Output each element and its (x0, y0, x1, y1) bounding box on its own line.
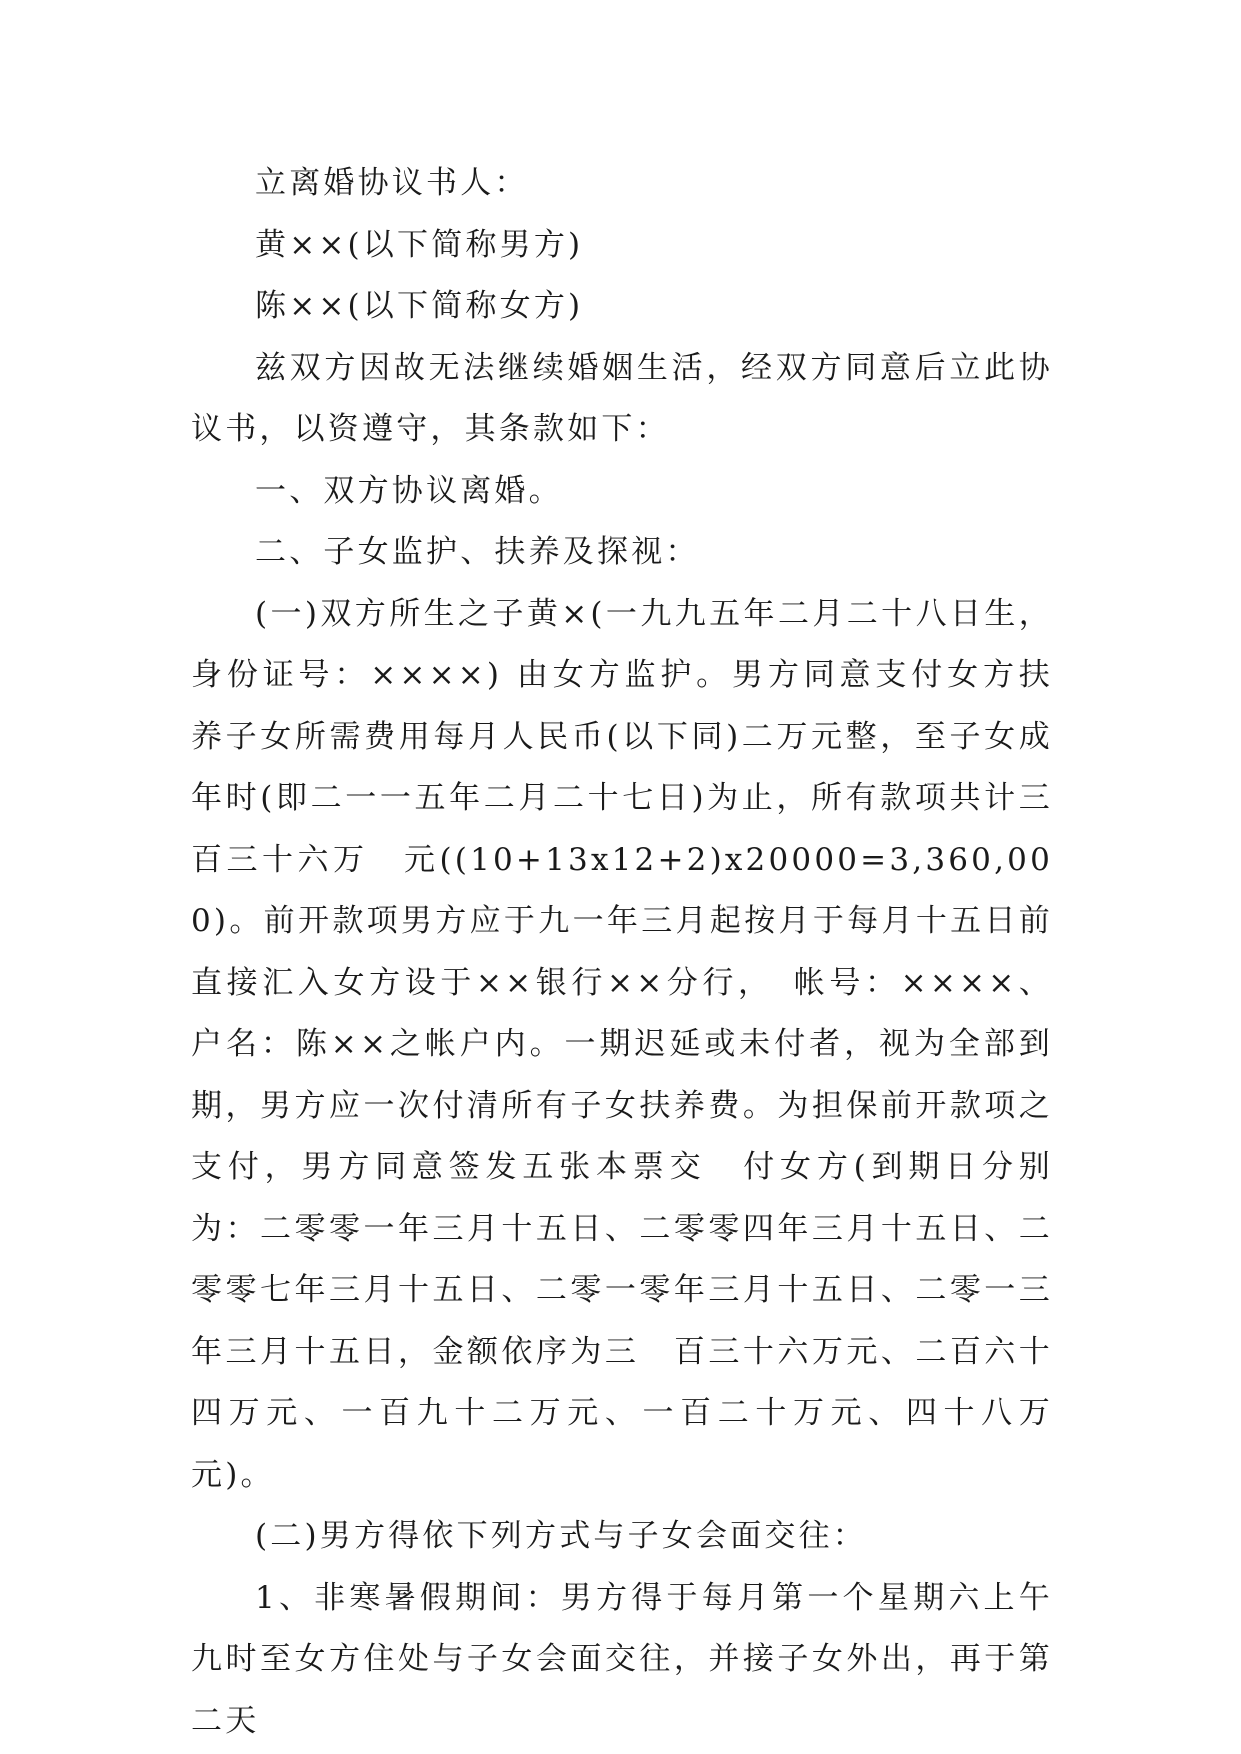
clause-2-1-custody-support: (一)双方所生之子黄×(一九九五年二月二十八日生，身份证号：××××) 由女方监护。男方同意支付女方扶养子女所需费用每月人民币(以下同)二万元整，至子女成年时(即二一一五年二月二十七日)为止，所有款项共计三百三十六万 元((10+13x12+2)x20000=3,360,000)。前开款项男方应于九一年三月起按月于每月十五日前直接汇入女方设于××银行××分行， 帐号：××××、户名：陈××之帐户内。一期迟延或未付者，视为全部到期，男方应一次付清所有子女扶养费。为担保前开款项之支付，男方同意签发五张本票交 付女方(到期日分别为：二零零一年三月十五日、二零零四年三月十五日、二零零七年三月十五日、二零一零年三月十五日、二零一三年三月十五日，金额依序为三 百三十六万元、二百六十四万元、一百九十二万元、一百二十万元、四十八万元)。 (191, 595, 1053, 1493)
party-male: 黄××(以下简称男方) (255, 226, 584, 263)
clause-2-2-1-non-vacation: 1、非寒暑假期间：男方得于每月第一个星期六上午九时至女方住处与子女会面交往，并接子女外出，再于第二天 (191, 1579, 1053, 1739)
document-body (191, 153, 1053, 1752)
clause-2-2-visitation-heading: (二)男方得依下列方式与子女会面交往： (255, 1518, 867, 1554)
clause-1-divorce: 一、双方协议离婚。 (255, 472, 563, 509)
party-female: 陈××(以下简称女方) (255, 288, 584, 324)
clause-2-heading: 二、子女监护、扶养及探视： (255, 534, 700, 570)
agreement-preamble: 兹双方因故无法继续婚姻生活，经双方同意后立此协议书，以资遵守，其条款如下： (191, 349, 1053, 447)
signatories-heading: 立离婚协议书人： (255, 165, 529, 201)
